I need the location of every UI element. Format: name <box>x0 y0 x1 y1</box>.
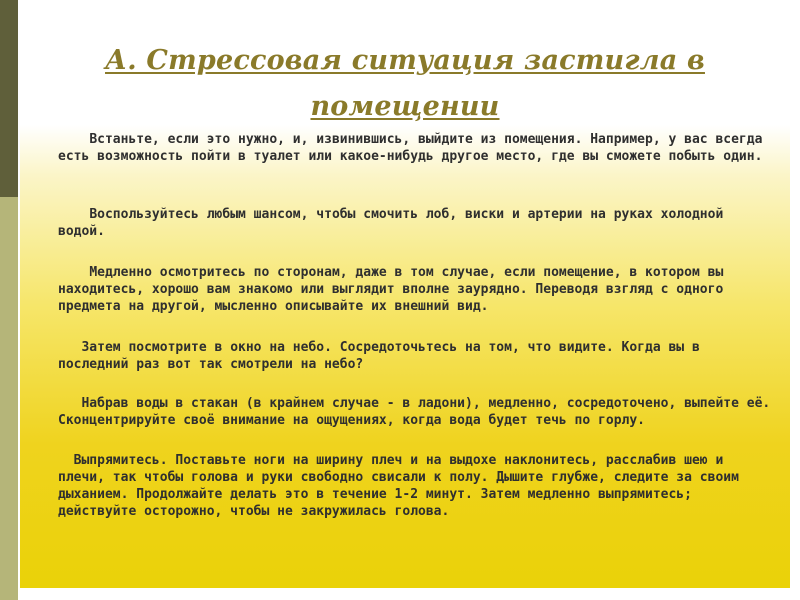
slide-title: А. Стрессовая ситуация застигла в помещении <box>105 45 705 122</box>
list-item-text: Набрав воды в стакан (в крайнем случае - в ладони), медленно, сосредоточено, выпейте её. Сконцентрируйте своё внимание на ощущениях, когда вода будет течь по горлу. <box>58 396 779 428</box>
list-item-text: Выпрямитесь. Поставьте ноги на ширину плеч и на выдохе наклонитесь, расслабив шею и плечи, так чтобы голова и руки свободно свисали к полу. Дышите глубже, следите за своим дыханием. Продолжайте делать это в течение 1-2 минут. Затем медленно выпрямитесь; действуйте осторожно, чтобы не закружилась голова. <box>58 453 747 519</box>
list-item-text: Воспользуйтесь любым шансом, чтобы смочить лоб, виски и артерии на руках холодной водой. <box>58 207 732 239</box>
list-item-text: Медленно осмотритесь по сторонам, даже в том случае, если помещение, в котором вы находитесь, хорошо вам знакомо или выглядит вполне заурядно. Переводя взгляд с одного предмета на другой, мысленно описывайте их внешний вид. <box>58 265 732 314</box>
left-bar-light-segment <box>0 197 18 600</box>
left-accent-bar <box>0 0 18 600</box>
content-panel <box>20 125 790 588</box>
list-item-text: Встаньте, если это нужно, и, извинившись, выйдите из помещения. Например, у вас всегда есть возможность пойти в туалет или какое-нибудь другое место, где вы сможете побыть один. <box>58 132 771 164</box>
left-bar-dark-segment <box>0 0 18 197</box>
list-item-text: Затем посмотрите в окно на небо. Сосредоточьтесь на том, что видите. Когда вы в последний раз вот так смотрели на небо? <box>58 340 708 372</box>
